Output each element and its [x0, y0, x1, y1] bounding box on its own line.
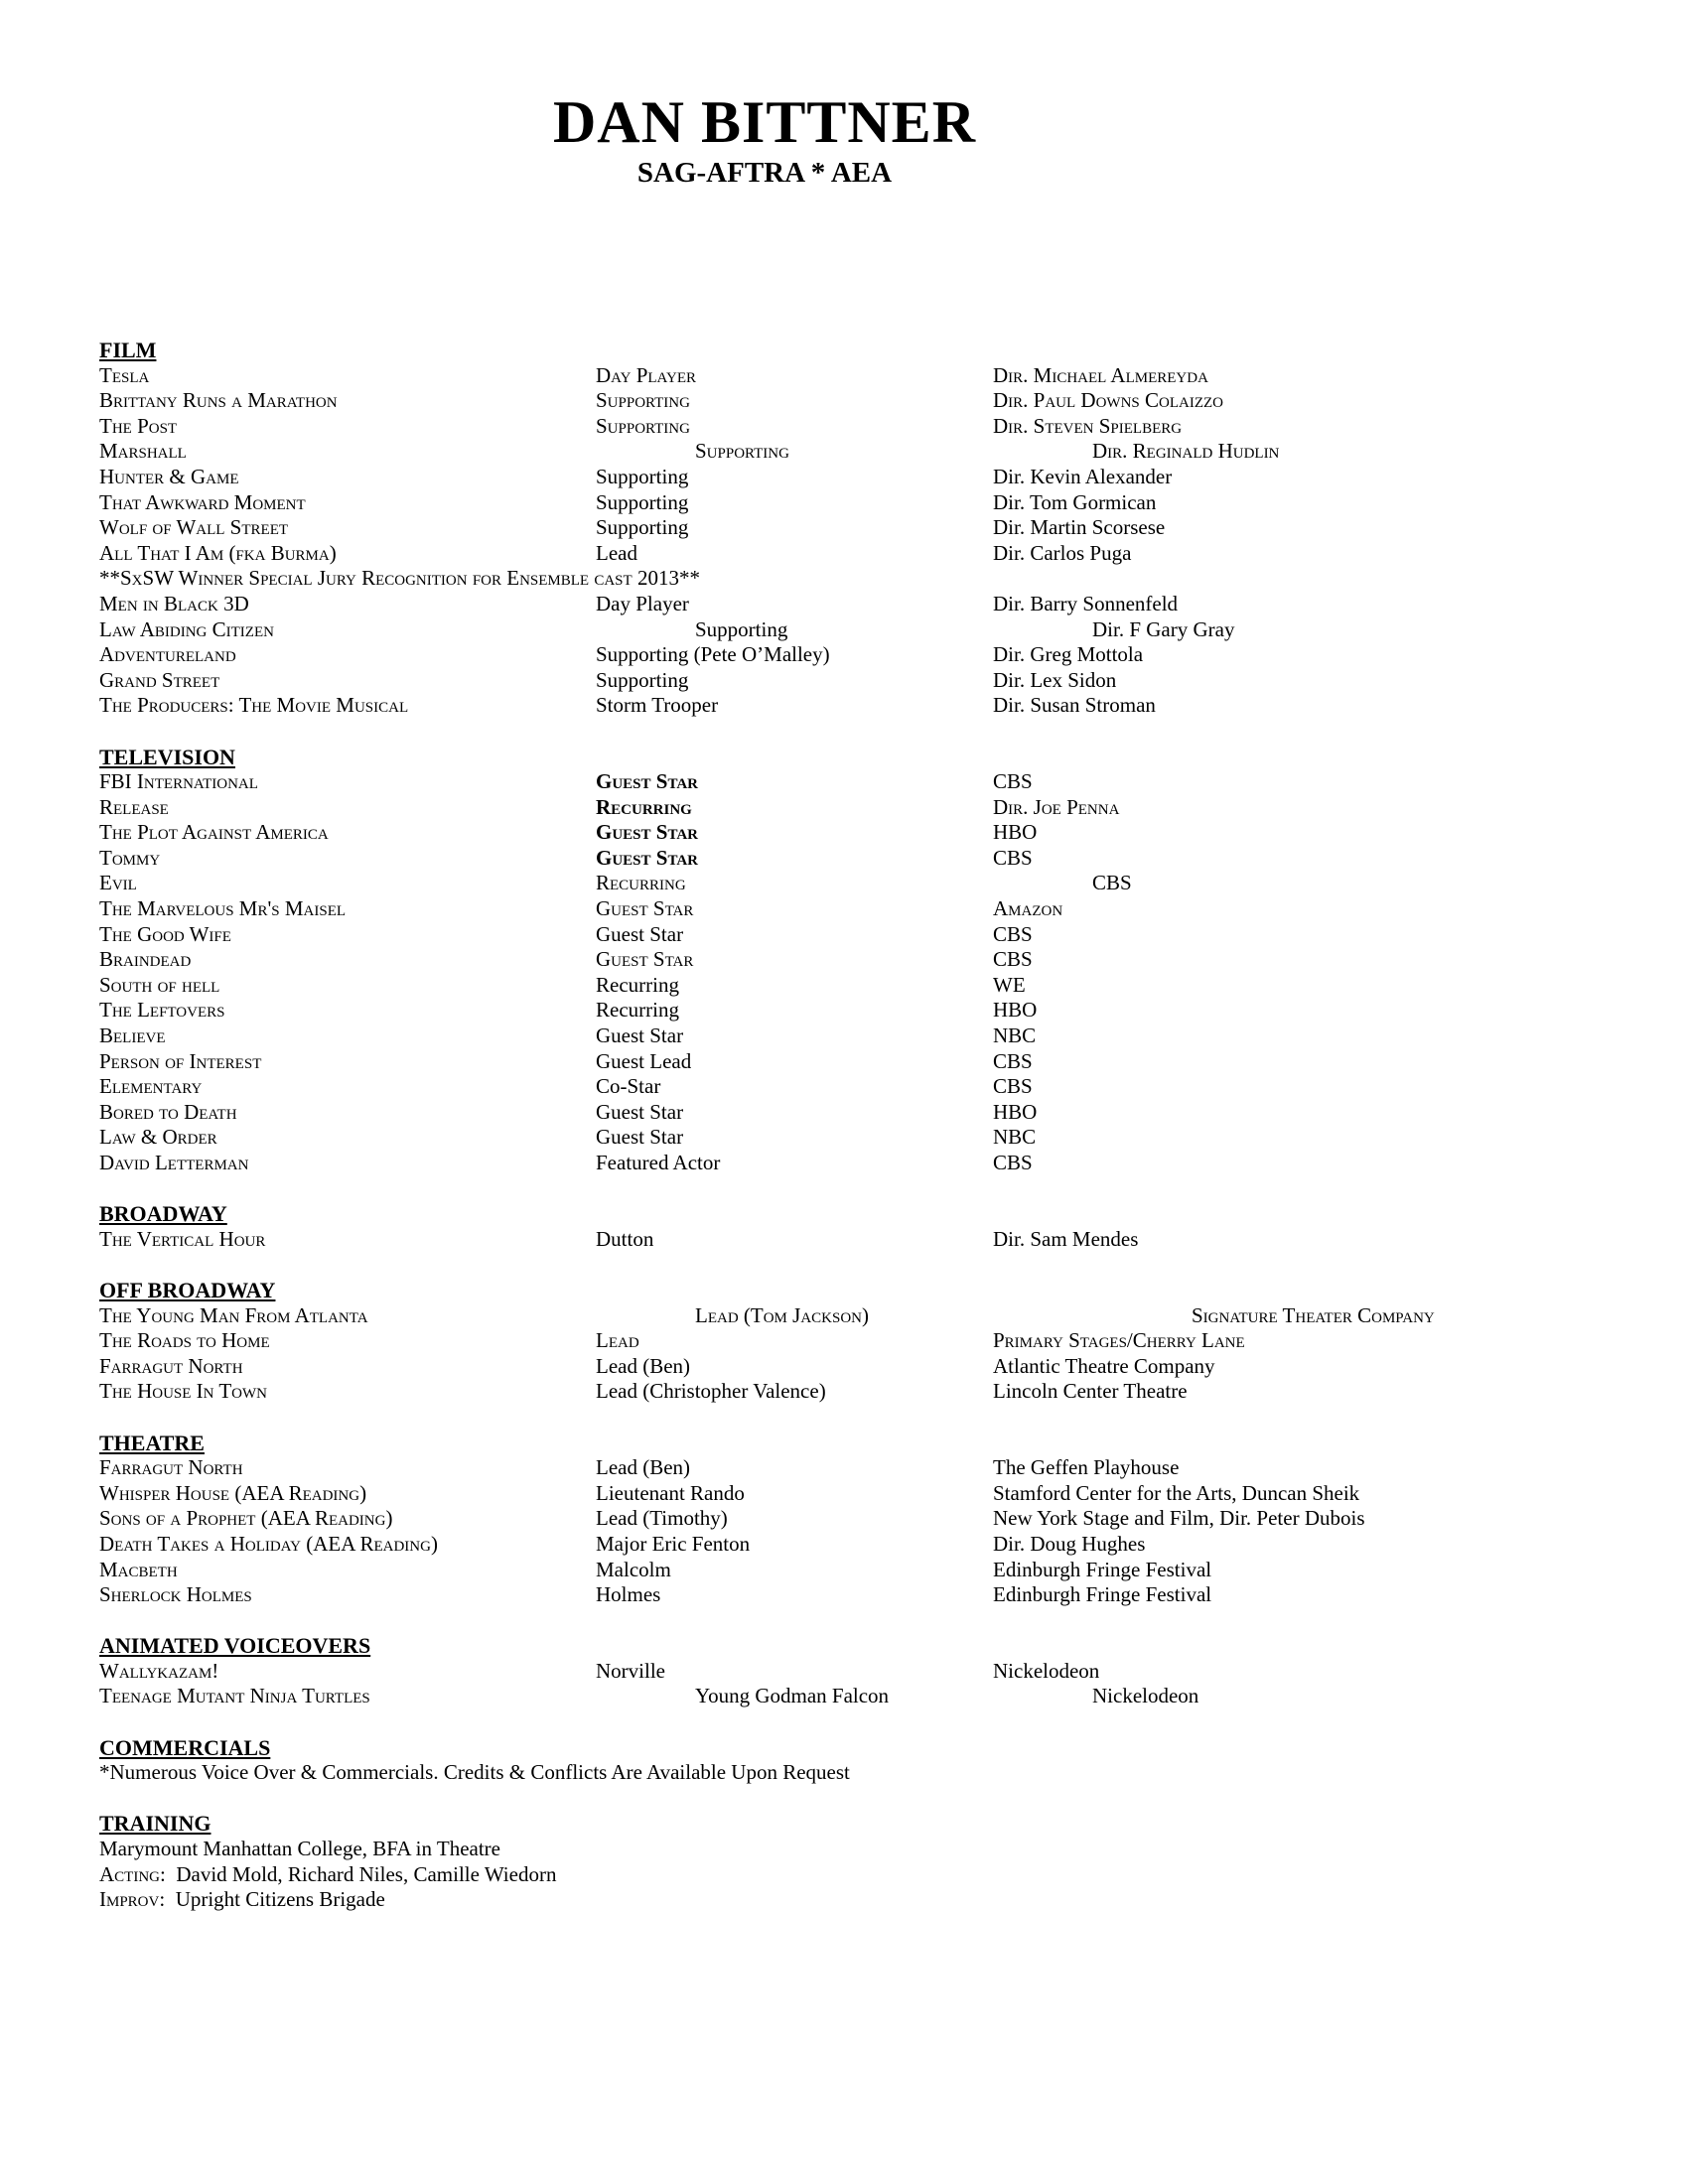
- credit-role: Day Player: [596, 591, 689, 615]
- credit-row: [99, 1532, 1589, 1558]
- credit-row: [99, 592, 1589, 617]
- credit-title: The Post: [99, 413, 178, 438]
- credit-network: WE: [993, 972, 1026, 997]
- union-affiliations: SAG-AFTRA * AEA: [636, 157, 893, 189]
- credit-title: Death Takes a Holiday (AEA Reading): [99, 1531, 438, 1556]
- credit-role: Guest Star: [596, 1099, 684, 1124]
- credit-row: [99, 439, 1589, 465]
- credit-network: CBS: [993, 1074, 1033, 1099]
- credit-title: Whisper House (AEA Reading): [99, 1480, 367, 1505]
- credit-title: David Letterman: [99, 1151, 249, 1174]
- credit-role: Supporting: [596, 667, 689, 692]
- credit-role: Lead (Ben): [596, 1353, 691, 1378]
- credit-role: Holmes: [596, 1582, 661, 1607]
- credit-title: That Awkward Moment: [99, 489, 306, 514]
- credit-title: The Leftovers: [99, 998, 225, 1023]
- credit-title: Release: [99, 794, 169, 819]
- credit-network: HBO: [993, 998, 1038, 1023]
- credit-role: Guest Star: [596, 896, 694, 921]
- credit-row: [99, 414, 1589, 440]
- credit-title: Wallykazam!: [99, 1658, 219, 1683]
- credit-row: [99, 1506, 1589, 1532]
- credit-row: [99, 1354, 1589, 1380]
- credit-role: Guest Star: [596, 769, 699, 794]
- credit-title: The Good Wife: [99, 921, 231, 946]
- credit-row: [99, 1659, 1589, 1685]
- section-heading-voiceovers: ANIMATED VOICEOVERS: [99, 1633, 371, 1659]
- credit-network: HBO: [993, 820, 1038, 845]
- credit-venue: The Geffen Playhouse: [993, 1455, 1180, 1480]
- credit-venue: New York Stage and Film, Dir. Peter Dubois: [993, 1506, 1365, 1531]
- credit-director: Dir. Carlos Puga: [993, 540, 1132, 565]
- credit-role: Supporting: [695, 439, 789, 464]
- credit-role: Lead (Tom Jackson): [695, 1302, 869, 1327]
- credit-role: Lead (Christopher Valence): [596, 1379, 826, 1404]
- credit-role: Guest Star: [596, 820, 699, 845]
- credit-title: Believe: [99, 1024, 166, 1048]
- credit-row: [99, 1455, 1589, 1481]
- improv-school: Upright Citizens Brigade: [175, 1887, 385, 1912]
- credit-network: NBC: [993, 1024, 1037, 1048]
- credit-title: Evil: [99, 871, 137, 895]
- section-heading-broadway: BROADWAY: [99, 1201, 227, 1227]
- credit-row: [99, 1684, 1589, 1709]
- credit-role: Lieutenant Rando: [596, 1480, 745, 1505]
- credit-company: Atlantic Theatre Company: [993, 1353, 1215, 1378]
- credit-row: [99, 795, 1589, 821]
- section-heading-television: TELEVISION: [99, 744, 235, 769]
- section-heading-theatre: THEATRE: [99, 1430, 205, 1455]
- credit-director: Dir. Lex Sidon: [993, 667, 1117, 692]
- credit-row: [99, 820, 1589, 846]
- credit-title: FBI International: [99, 769, 258, 794]
- credit-role: Co-Star: [596, 1074, 661, 1099]
- credit-title: Macbeth: [99, 1557, 178, 1581]
- credit-role: Guest Star: [596, 1125, 684, 1150]
- training-school: Marymount Manhattan College, BFA in Theatre: [99, 1837, 500, 1861]
- credit-row: [99, 1303, 1589, 1329]
- credit-title: The Producers: The Movie Musical: [99, 693, 409, 718]
- credit-role: Lead (Timothy): [596, 1506, 728, 1531]
- credit-network: Nickelodeon: [993, 1658, 1100, 1683]
- credit-title: The Plot Against America: [99, 820, 329, 845]
- section-heading-commercials: COMMERCIALS: [99, 1734, 271, 1760]
- credit-role: Featured Actor: [596, 1151, 721, 1174]
- credit-title: Sons of a Prophet (AEA Reading): [99, 1506, 393, 1531]
- credit-role: Norville: [596, 1658, 665, 1683]
- credit-title: The Marvelous Mr's Maisel: [99, 896, 347, 921]
- credit-role: Guest Lead: [596, 1048, 692, 1073]
- credit-role: Lead: [596, 1328, 639, 1353]
- credit-title: Farragut North: [99, 1455, 243, 1480]
- credit-row: [99, 388, 1589, 414]
- credit-director: Dir. Paul Downs Colaizzo: [993, 388, 1223, 413]
- credit-role: Young Godman Falcon: [695, 1684, 890, 1708]
- credit-row: [99, 1100, 1589, 1126]
- credit-director: Dir. Martin Scorsese: [993, 515, 1166, 540]
- credit-role: Recurring: [596, 998, 679, 1023]
- credit-row: [99, 1227, 1589, 1253]
- credit-role: Malcolm: [596, 1557, 671, 1581]
- credit-director: Dir. Greg Mottola: [993, 642, 1144, 667]
- credit-row: [99, 769, 1589, 795]
- credit-title: Adventureland: [99, 642, 236, 667]
- credit-title: Farragut North: [99, 1353, 243, 1378]
- credit-role: Guest Star: [596, 845, 699, 870]
- credit-role: Supporting: [596, 413, 690, 438]
- credit-title: Bored to Death: [99, 1099, 237, 1124]
- credit-row: [99, 1049, 1589, 1075]
- credit-role: Guest Star: [596, 947, 694, 972]
- credit-title: Elementary: [99, 1074, 203, 1099]
- credit-title: Braindead: [99, 947, 192, 972]
- credit-title: Grand Street: [99, 667, 220, 692]
- credit-title: The Roads to Home: [99, 1328, 270, 1353]
- credit-role: Lead (Ben): [596, 1455, 691, 1480]
- credit-role: Major Eric Fenton: [596, 1531, 751, 1556]
- credit-row: [99, 871, 1589, 896]
- credit-director: Dir. Michael Almereyda: [993, 362, 1208, 387]
- credit-row: [99, 1074, 1589, 1100]
- credit-row: [99, 1481, 1589, 1507]
- credit-role: Guest Star: [596, 921, 684, 946]
- credit-role: Dutton: [596, 1226, 654, 1251]
- credit-title: Person of Interest: [99, 1048, 262, 1073]
- commercials-note: *Numerous Voice Over & Commercials. Credits & Conflicts Are Available Upon Request: [99, 1760, 850, 1785]
- credit-title: Wolf of Wall Street: [99, 515, 289, 540]
- credit-network: Amazon: [993, 896, 1063, 921]
- credit-role: Supporting: [596, 489, 689, 514]
- credit-network: CBS: [993, 1048, 1033, 1073]
- credit-network: CBS: [993, 845, 1033, 870]
- credit-venue: Dir. Doug Hughes: [993, 1531, 1146, 1556]
- award-note: **SxSW Winner Special Jury Recognition for Ensemble cast 2013**: [99, 566, 700, 591]
- credit-title: Hunter & Game: [99, 464, 239, 488]
- credit-title: Brittany Runs a Marathon: [99, 388, 338, 413]
- credit-row: [99, 1024, 1589, 1049]
- credit-network: Nickelodeon: [1092, 1684, 1199, 1708]
- section-heading-film: FILM: [99, 338, 157, 362]
- credit-role: Day Player: [596, 362, 697, 387]
- acting-label: Acting:: [99, 1861, 166, 1886]
- credit-network: CBS: [993, 769, 1033, 794]
- credit-director: Dir. Steven Spielberg: [993, 413, 1183, 438]
- credit-role: Recurring: [596, 972, 679, 997]
- credit-role: Recurring: [596, 871, 686, 895]
- credit-company: Signature Theater Company: [1192, 1302, 1435, 1327]
- credit-row: [99, 515, 1589, 541]
- credit-role: Supporting: [695, 616, 788, 641]
- credit-row: [99, 1558, 1589, 1583]
- credit-director: Dir. Kevin Alexander: [993, 464, 1173, 488]
- credit-network: CBS: [993, 921, 1033, 946]
- credit-network: HBO: [993, 1099, 1038, 1124]
- credit-title: Tesla: [99, 362, 150, 387]
- credit-company: Primary Stages/Cherry Lane: [993, 1328, 1245, 1353]
- credit-role: Guest Star: [596, 1024, 684, 1048]
- credit-row: [99, 973, 1589, 999]
- training-improv: [99, 1887, 1589, 1913]
- credit-director: Dir. Reginald Hudlin: [1092, 439, 1280, 464]
- credit-venue: Edinburgh Fringe Festival: [993, 1557, 1212, 1581]
- section-heading-training: TRAINING: [99, 1811, 211, 1837]
- credit-title: The Young Man From Atlanta: [99, 1302, 368, 1327]
- credit-row: [99, 693, 1589, 719]
- credit-title: South of hell: [99, 972, 220, 997]
- acting-teachers: David Mold, Richard Niles, Camille Wiedorn: [176, 1861, 557, 1886]
- credit-role: Supporting: [596, 388, 690, 413]
- credit-network: CBS: [1092, 871, 1132, 895]
- credit-title: Teenage Mutant Ninja Turtles: [99, 1684, 370, 1708]
- credit-row: [99, 922, 1589, 948]
- credit-title: All That I Am (fka Burma): [99, 540, 337, 565]
- credit-row: [99, 1151, 1589, 1176]
- credit-title: Sherlock Holmes: [99, 1582, 252, 1607]
- credit-company: Lincoln Center Theatre: [993, 1379, 1188, 1404]
- actor-name: DAN BITTNER: [552, 89, 977, 155]
- credit-row: [99, 617, 1589, 643]
- credit-role: Lead: [596, 540, 637, 565]
- credit-title: Law Abiding Citizen: [99, 616, 274, 641]
- credit-title: The Vertical Hour: [99, 1226, 266, 1251]
- credit-row: [99, 896, 1589, 922]
- credit-row: [99, 998, 1589, 1024]
- credit-director: Dir. Sam Mendes: [993, 1226, 1139, 1251]
- credit-title: Law & Order: [99, 1125, 217, 1150]
- credit-row: [99, 465, 1589, 490]
- section-heading-off-broadway: OFF BROADWAY: [99, 1277, 276, 1302]
- improv-label: Improv:: [99, 1887, 166, 1912]
- training-acting: [99, 1862, 1589, 1888]
- credit-role: Supporting: [596, 515, 689, 540]
- credit-row: [99, 1328, 1589, 1354]
- credit-title: Tommy: [99, 845, 161, 870]
- credit-director: Dir. Susan Stroman: [993, 693, 1156, 718]
- credit-title: The House In Town: [99, 1379, 268, 1404]
- credit-role: Recurring: [596, 794, 692, 819]
- credit-director: Dir. Barry Sonnenfeld: [993, 591, 1179, 615]
- credit-director: Dir. F Gary Gray: [1092, 616, 1235, 641]
- credit-network: NBC: [993, 1125, 1037, 1150]
- credit-network: CBS: [993, 947, 1033, 972]
- credit-row: [99, 668, 1589, 694]
- credit-row: [99, 541, 1589, 567]
- credit-row: [99, 947, 1589, 973]
- credit-row: [99, 846, 1589, 872]
- credit-row: [99, 363, 1589, 389]
- credit-venue: Stamford Center for the Arts, Duncan Sheik: [993, 1480, 1360, 1505]
- credit-row: [99, 642, 1589, 668]
- credit-role: Supporting (Pete O’Malley): [596, 642, 830, 667]
- credit-row: [99, 1379, 1589, 1405]
- credit-row: [99, 490, 1589, 516]
- credit-network: Dir. Joe Penna: [993, 794, 1120, 819]
- credit-row: [99, 1582, 1589, 1608]
- credit-director: Dir. Tom Gormican: [993, 489, 1157, 514]
- credit-role: Supporting: [596, 464, 689, 488]
- credit-role: Storm Trooper: [596, 693, 719, 718]
- credit-row: [99, 1125, 1589, 1151]
- resume-content: [99, 338, 1589, 1913]
- credit-title: Men in Black 3D: [99, 591, 249, 615]
- credit-venue: Edinburgh Fringe Festival: [993, 1582, 1212, 1607]
- credit-network: CBS: [993, 1151, 1033, 1174]
- credit-title: Marshall: [99, 439, 187, 464]
